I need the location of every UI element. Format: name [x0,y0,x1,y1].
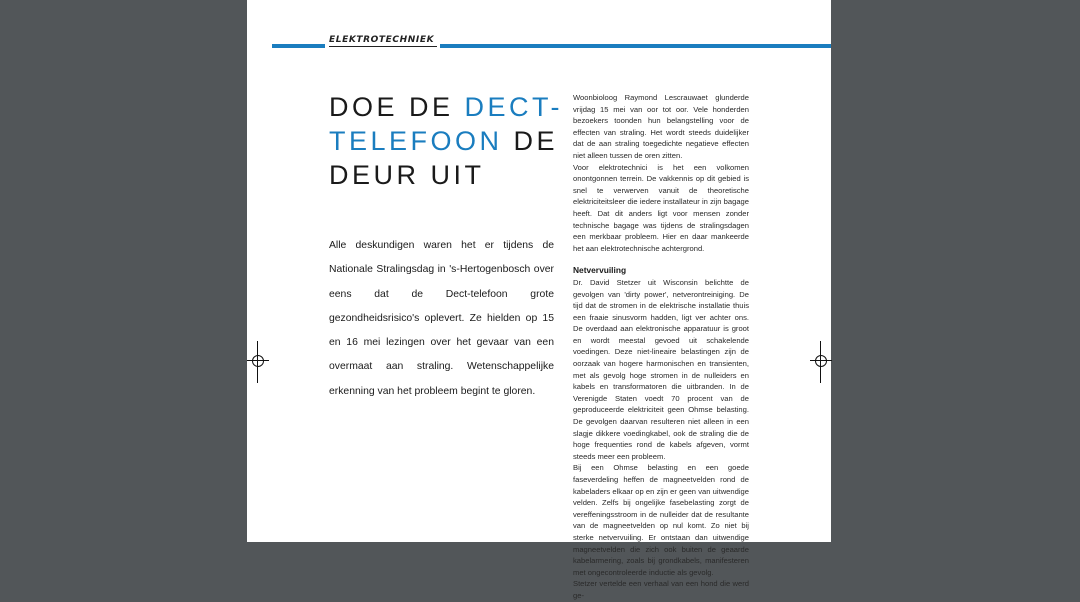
headline-line1-plain: DOE DE [329,92,465,122]
section-bar-left [272,44,325,48]
subheading: Netvervuiling [573,265,627,276]
headline-line3-plain: DEUR UIT [329,160,485,190]
headline-line2-accent: TELEFOON [329,126,503,156]
article-headline [329,90,569,192]
document-page [247,0,831,600]
lead-paragraph: Alle deskundigen waren het er tijdens de Nationale Stralingsdag in 's-Hertogenbosch over eens dat de Dect-telefoon grote gezondheidsrisico's oplevert. Ze hielden op 15 en 16 mei lezingen over het gevaar van een overmaat aan straling. Wetenschappelijke erkenning van het probleem begint te gloren. [329,240,554,397]
body-paragraph: Woonbioloog Raymond Lescrauwaet glunderde vrijdag 15 mei van oor tot oor. Vele honderden bezoekers toonden hun belangstelling voor de effecten van straling. Het wordt steeds duidelijker dat de aan straling toegedichte negatieve effecten niet alleen tussen de oren zitten. [573,93,749,160]
body-paragraph: Bij een Ohmse belasting en een goede faseverdeling heffen de magneetvelden rond de kabeladers elkaar op en zijn er geen van uitwendige velden. Zelfs bij ongelijke fasebelasting zorgt de vereffeningsstroom in de nulleider dat de resultante van de magneetvelden op nul komt. Zo niet bij sterke netvervuiling. Er ontstaan dan uitwendige magneetvelden die zich ook buiten de geaarde kabelarmering, zoals bij grondkabels, manifesteren met ongecontroleerde inductie als gevolg. [573,463,749,577]
registration-mark-left-icon [247,350,269,372]
headline-line2-plain: DE [502,126,559,156]
body-paragraph: Dr. David Stetzer uit Wisconsin belichtte de gevolgen van 'dirty power', netverontreiniging. De tijd dat de stromen in de elektrische installatie thuis een fraaie sinusvorm hadden, ligt ver achter ons. De overdaad aan elektronische apparatuur is groot en wordt meestal gevoed uit schakelende voedingen. Deze niet-lineaire belastingen zijn de oorzaak van hogere harmonischen en transienten, met als gevolg hoge stromen in de nulleiders en kabels en transformatoren die uitbranden. In de Verenigde Staten voedt 70 procent van de geproduceerde elektriciteit geen Ohmse belasting. De gevolgen daarvan resulteren niet alleen in een slagje dikkere voedingkabel, ook de straling die de hoge frequenties rond de kabels afgeven, vormt steeds meer een probleem. [573,277,749,461]
body-paragraph: Voor elektrotechnici is het een volkomen onontgonnen terrein. De vakkennis op dit gebied is snel te verwerven vanuit de theoretische elektriciteitsleer die iedere installateur in zijn bagage heeft. Dat dit anders ligt voor mensen zonder technische bagage was tijdens de stralingsdagen een merkbaar probleem. Hier en daar mankeerde het aan elektrotechnische achtergrond. [573,162,749,253]
section-underline [329,46,437,47]
section-label: ELEKTROTECHNIEK [329,35,435,45]
headline-line1-accent: DECT- [464,92,564,122]
body-paragraph: Stetzer vertelde een verhaal van een hond die werd ge- [573,579,749,600]
section-bar-right [440,44,831,48]
body-column [573,92,749,602]
registration-mark-right-icon [810,350,832,372]
